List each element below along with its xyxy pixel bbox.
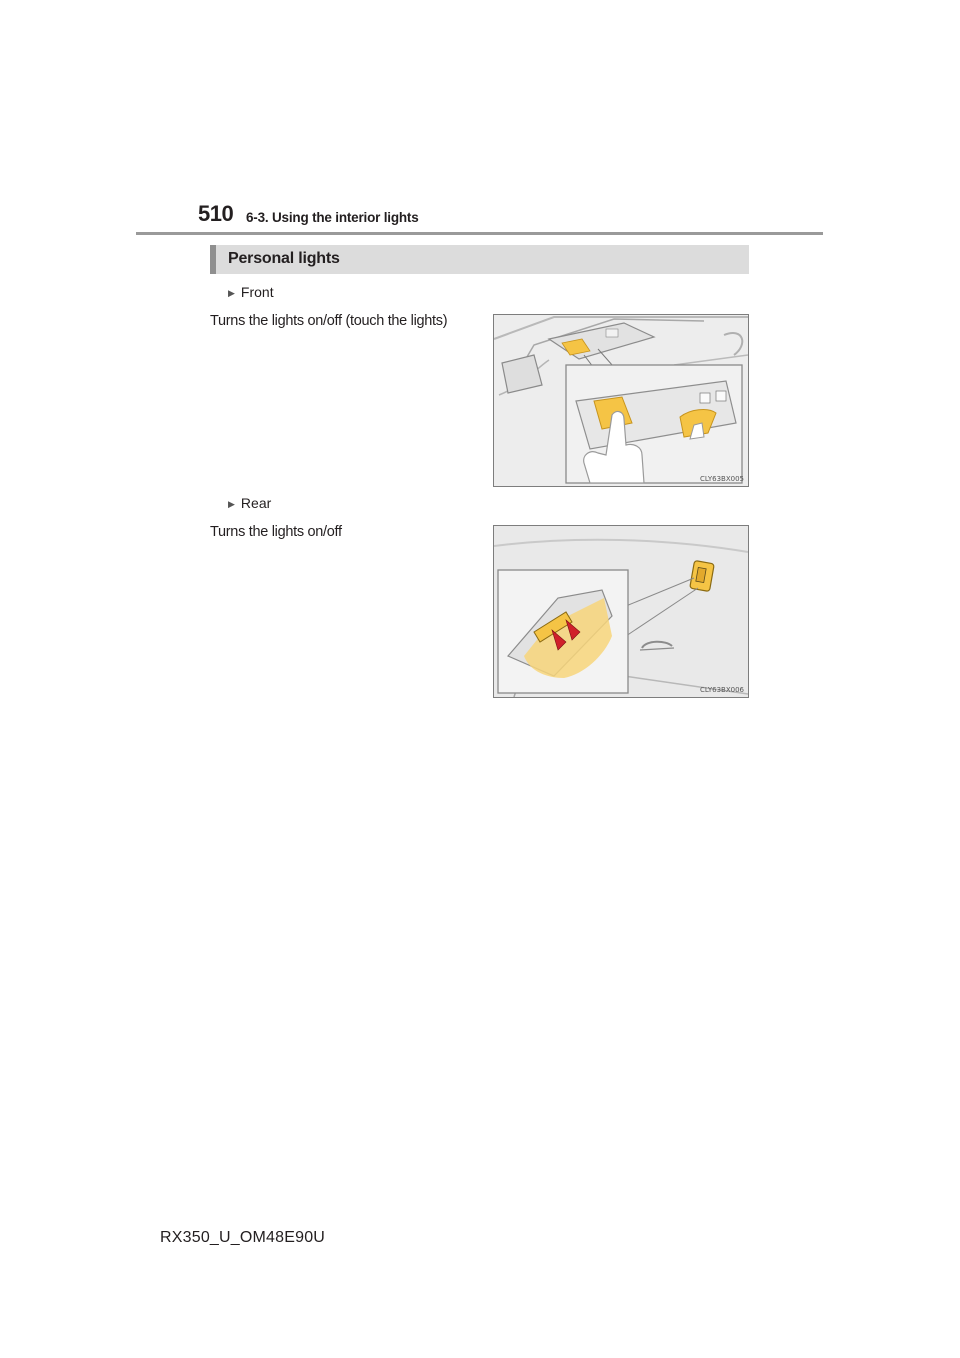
triangle-right-icon: ▶ xyxy=(228,288,235,298)
list-item-rear xyxy=(228,495,271,511)
list-item-front xyxy=(228,284,274,300)
page-number: 510 xyxy=(198,201,234,226)
item-description: Turns the lights on/off (touch the lights) xyxy=(210,313,448,329)
figure-code: CLY63BX006 xyxy=(700,686,744,694)
item-label: Front xyxy=(240,284,274,300)
item-description: Turns the lights on/off xyxy=(210,524,342,540)
front-personal-lights-illustration xyxy=(493,314,749,487)
subsection-heading xyxy=(210,245,749,274)
item-label: Rear xyxy=(240,495,272,511)
triangle-right-icon: ▶ xyxy=(228,499,235,509)
figure-code: CLY63BX005 xyxy=(700,475,744,483)
rear-personal-lights-illustration xyxy=(493,525,749,698)
subsection-title: Personal lights xyxy=(228,250,340,267)
header-rule xyxy=(136,232,823,235)
section-title: 6-3. Using the interior lights xyxy=(246,210,419,225)
document-code: RX350_U_OM48E90U xyxy=(160,1229,326,1246)
